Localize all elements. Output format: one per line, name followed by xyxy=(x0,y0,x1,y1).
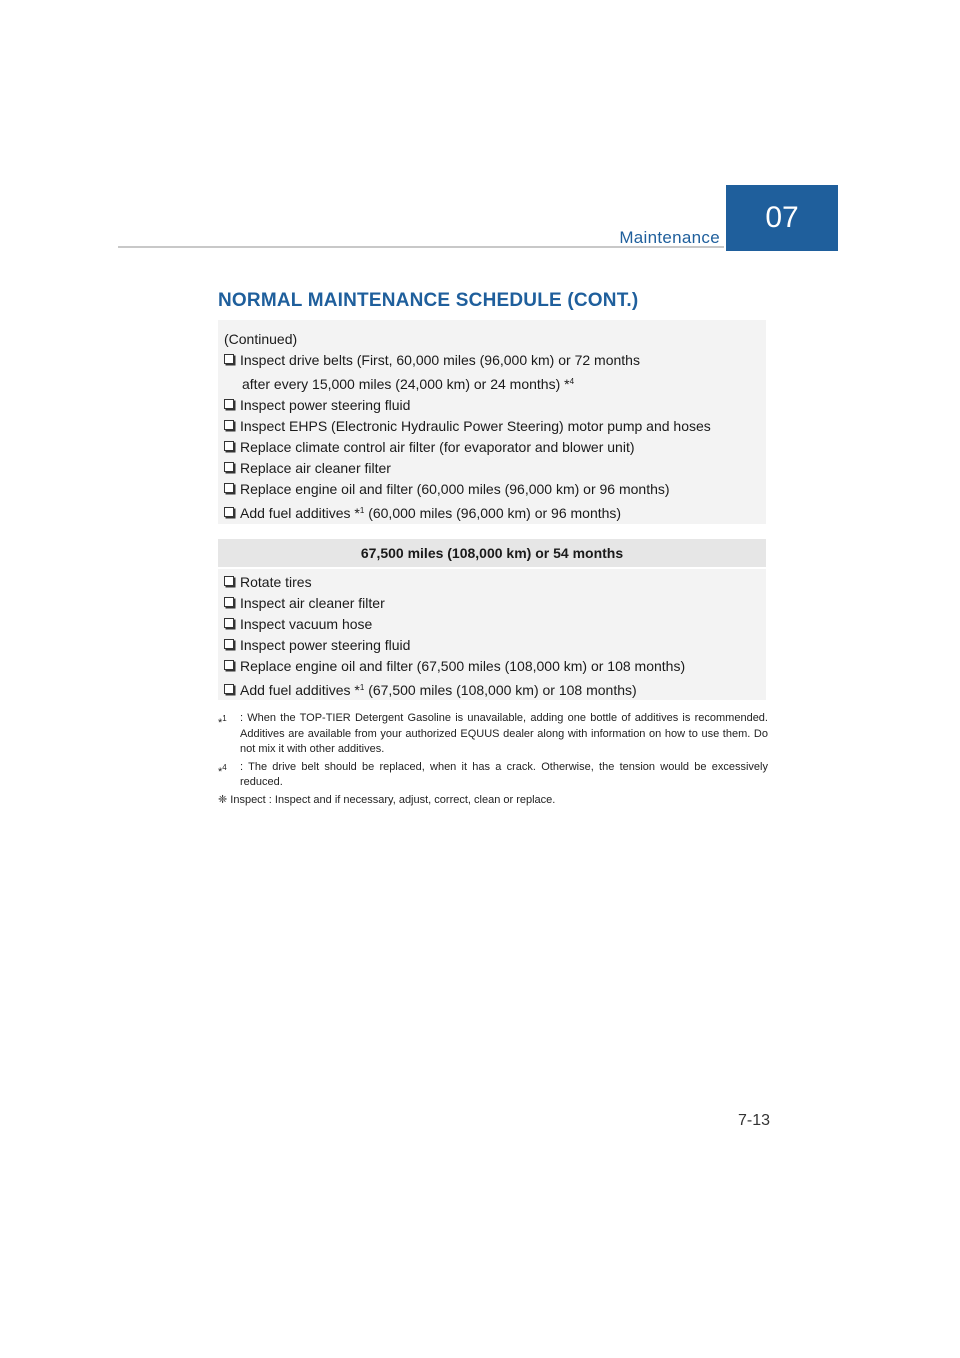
section-label: Maintenance xyxy=(619,228,720,247)
checkbox-icon xyxy=(224,576,234,586)
checkbox-icon xyxy=(224,420,234,430)
schedule-panel-continued xyxy=(218,320,766,524)
list-item: Replace climate control air filter (for evaporator and blower unit) xyxy=(224,437,766,458)
list-item: Inspect air cleaner filter xyxy=(224,593,766,614)
schedule-interval-heading: 67,500 miles (108,000 km) or 54 months xyxy=(218,539,766,567)
checkbox-icon xyxy=(224,483,234,493)
page-number: 7-13 xyxy=(737,1112,770,1129)
list-item: Replace engine oil and filter (60,000 miles (96,000 km) or 96 months) xyxy=(224,479,766,500)
chapter-number: 07 xyxy=(765,201,799,234)
continued-label: (Continued) xyxy=(224,331,298,347)
list-item-continuation: after every 15,000 miles (24,000 km) or 24 months) *$^4$ xyxy=(242,376,575,392)
list-item: Inspect power steering fluid xyxy=(224,395,766,416)
checkbox-icon xyxy=(224,639,234,649)
footnotes xyxy=(218,711,768,808)
list-item: Replace engine oil and filter (67,500 miles (108,000 km) or 108 months) xyxy=(224,656,766,677)
list-item: Replace air cleaner filter xyxy=(224,458,766,479)
list-item: Inspect vacuum hose xyxy=(224,614,766,635)
list-item: Add fuel additives *$^1$ (67,500 miles (108,000 km) or 108 months) xyxy=(224,677,766,701)
checkbox-icon xyxy=(224,660,234,670)
checkbox-icon xyxy=(224,399,234,409)
list-item: Rotate tires xyxy=(224,572,766,593)
footnote-4: *$^4$ : The drive belt should be replaced, when it has a crack. Otherwise, the tension would be excessively reduced. xyxy=(218,760,768,788)
page-title: NORMAL MAINTENANCE SCHEDULE (CONT.) xyxy=(218,290,639,311)
list-item: Inspect EHPS (Electronic Hydraulic Power Steering) motor pump and hoses xyxy=(224,416,766,437)
footnote-1: *$^1$ : When the TOP-TIER Detergent Gasoline is unavailable, adding one bottle of additives is recommended. Additives are available from your authorized EQUUS dealer along with information on how to use them. Do not mix it with other additives. xyxy=(218,712,768,755)
checkbox-icon xyxy=(224,462,234,472)
checkbox-icon xyxy=(224,684,234,694)
list-item: Inspect power steering fluid xyxy=(224,635,766,656)
list-item: Inspect drive belts (First, 60,000 miles (96,000 km) or 72 months xyxy=(224,350,766,371)
list-item: Add fuel additives *$^1$ (60,000 miles (96,000 km) or 96 months) xyxy=(224,500,766,524)
checkbox-icon xyxy=(224,441,234,451)
schedule-panel-67500 xyxy=(218,569,766,700)
inspect-definition-note: ❈ Inspect : Inspect and if necessary, adjust, correct, clean or replace. xyxy=(218,793,556,806)
checkbox-icon xyxy=(224,354,234,364)
checkbox-icon xyxy=(224,507,234,517)
checkbox-icon xyxy=(224,618,234,628)
chapter-badge xyxy=(726,185,838,251)
checkbox-icon xyxy=(224,597,234,607)
